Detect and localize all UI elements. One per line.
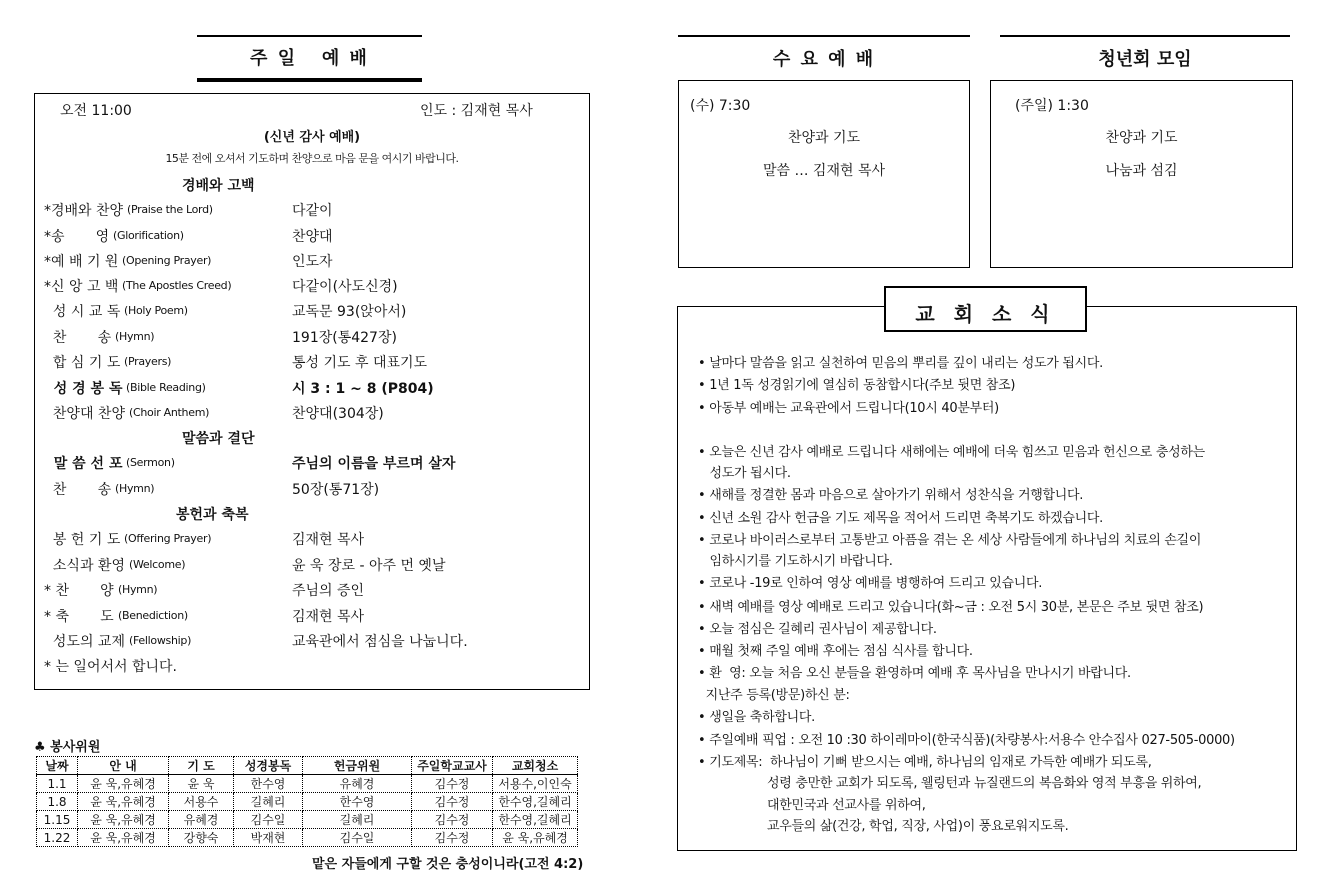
- service-row: [37, 811, 578, 829]
- service-cell: 한수영,길혜리: [493, 811, 578, 829]
- service-cell: 윤 욱,유혜경: [493, 829, 578, 847]
- order-item-name: * 찬 양: [44, 583, 114, 599]
- sunday-footnote: * 는 일어서서 합니다.: [44, 659, 177, 675]
- order-item-english: (Welcome): [129, 558, 186, 571]
- order-item-name: 찬 송: [44, 482, 112, 498]
- order-item-value: 교독문 93(앉아서): [292, 304, 407, 320]
- order-item-value: 김재현 목사: [292, 532, 365, 548]
- service-table: [36, 756, 578, 847]
- sunday-title-bottom-rule: [197, 78, 422, 82]
- order-item-value: 찬양대(304장): [292, 406, 384, 422]
- service-header-teacher: 주일학교교사: [412, 757, 493, 775]
- news-item: • 오늘은 신년 감사 예배로 드립니다 새해에는 예배에 더욱 힘쓰고 믿음과 헌신으로 충성하는: [698, 445, 1205, 460]
- service-cell: 김수정: [412, 811, 493, 829]
- wednesday-title-rule: [678, 35, 970, 37]
- wednesday-line2: 말씀 … 김재현 목사: [762, 163, 886, 179]
- order-item-value: 다같이(사도신경): [292, 279, 398, 295]
- service-row: [37, 775, 578, 793]
- news-item: • 새해를 정결한 몸과 마음으로 살아가기 위해서 성찬식을 거행합니다.: [698, 488, 1084, 503]
- order-item-name: 소식과 환영: [44, 558, 125, 574]
- order-item-name: 찬 송: [44, 330, 112, 346]
- news-item: • 주일예배 픽업 : 오전 10 :30 하이레마이(한국식품)(차량봉사:서용수 안수집사 027-505-0000): [698, 733, 1235, 748]
- order-item-value: 찬양대: [292, 229, 333, 245]
- order-item-english: (Opening Prayer): [122, 254, 212, 267]
- order-item-name: 성도의 교제: [44, 634, 125, 650]
- news-item: • 아동부 예배는 교육관에서 드립니다(10시 40분부터): [698, 401, 999, 416]
- order-item-value: 주님의 이름을 부르며 살자: [292, 456, 456, 472]
- order-item-name: 합 심 기 도: [44, 355, 121, 371]
- news-item: • 신년 소원 감사 헌금을 기도 제목을 적어서 드리면 축복기도 하겠습니다.: [698, 511, 1104, 526]
- order-item-english: (Sermon): [126, 456, 175, 469]
- service-cell: 김수정: [412, 829, 493, 847]
- service-cell: 1.1: [37, 775, 78, 793]
- order-item-value: 191장(통427장): [292, 330, 397, 346]
- news-item: • 코로나 -19로 인하여 영상 예배를 병행하여 드리고 있습니다.: [698, 576, 1043, 591]
- service-cell: 박재현: [234, 829, 303, 847]
- service-cell: 서용수,이인숙: [493, 775, 578, 793]
- service-cell: 김수정: [412, 793, 493, 811]
- order-item-name: *신 앙 고 백: [44, 279, 119, 295]
- order-item-value: 통성 기도 후 대표기도: [292, 355, 428, 371]
- order-item-english: (Fellowship): [129, 634, 192, 647]
- service-cell: 강향숙: [169, 829, 234, 847]
- order-item-english: (The Apostles Creed): [122, 279, 232, 292]
- service-cell: 김수일: [303, 829, 412, 847]
- service-cell: 길혜리: [303, 811, 412, 829]
- youth-title-rule: [1000, 35, 1290, 37]
- order-item-name: 찬양대 찬양: [44, 406, 125, 422]
- news-item: • 환 영: 오늘 처음 오신 분들을 환영하며 예배 후 목사님을 만나시기 바랍니다.: [698, 666, 1131, 681]
- order-item-value: 김재현 목사: [292, 609, 365, 625]
- service-cell: 윤 욱,유혜경: [78, 775, 169, 793]
- youth-title: 청년회 모임: [1098, 49, 1192, 70]
- service-cell: 길혜리: [234, 793, 303, 811]
- service-cell: 한수영,길혜리: [493, 793, 578, 811]
- wednesday-line1: 찬양과 기도: [787, 130, 861, 146]
- service-cell: 윤 욱: [169, 775, 234, 793]
- wednesday-title: 수 요 예 배: [772, 49, 876, 70]
- service-cell: 1.8: [37, 793, 78, 811]
- news-item: • 생일을 축하합니다.: [698, 710, 815, 725]
- order-item-english: (Holy Poem): [124, 304, 188, 317]
- wednesday-time: (수) 7:30: [690, 98, 751, 114]
- service-cell: 한수영: [234, 775, 303, 793]
- order-item-english: (Hymn): [118, 583, 158, 596]
- service-header-date: 날짜: [37, 757, 78, 775]
- service-cell: 김수정: [412, 775, 493, 793]
- sunday-title-top-rule: [197, 35, 422, 37]
- news-item: 성령 충만한 교회가 되도록, 웰링턴과 뉴질랜드의 복음화와 영적 부흥을 위하여,: [698, 776, 1202, 791]
- youth-line2: 나눔과 섬김: [1105, 163, 1178, 179]
- order-item-value: 교육관에서 점심을 나눕니다.: [292, 634, 468, 650]
- order-item-name: 말 씀 선 포: [44, 456, 123, 472]
- sunday-subtitle: (신년 감사 예배): [263, 130, 361, 145]
- order-item-name: * 축 도: [44, 609, 114, 625]
- news-item: • 코로나 바이러스로부터 고통받고 아픔을 겪는 온 세상 사람들에게 하나님의 치료의 손길이: [698, 533, 1202, 548]
- order-item-english: (Choir Anthem): [129, 406, 210, 419]
- section-word-decision: 말씀과 결단: [182, 431, 255, 447]
- service-cell: 유혜경: [303, 775, 412, 793]
- service-header-guide: 안 내: [78, 757, 169, 775]
- sunday-time: 오전 11:00: [60, 103, 132, 119]
- service-cell: 윤 욱,유혜경: [78, 793, 169, 811]
- news-item: • 날마다 말씀을 읽고 실천하여 믿음의 뿌리를 깊이 내리는 성도가 됩시다.: [698, 356, 1104, 371]
- order-item-english: (Offering Prayer): [124, 532, 212, 545]
- order-item-english: (Glorification): [113, 229, 184, 242]
- service-header-reading: 성경봉독: [234, 757, 303, 775]
- order-item-english: (Benediction): [118, 609, 188, 622]
- news-item: 임하시기를 기도하시기 바랍니다.: [698, 554, 893, 569]
- service-row: [37, 829, 578, 847]
- order-item-value: 인도자: [292, 254, 333, 270]
- order-item-value: 다같이: [292, 203, 333, 219]
- section-offering-blessing: 봉헌과 축복: [176, 507, 249, 523]
- service-cell: 1.15: [37, 811, 78, 829]
- order-item-english: (Prayers): [124, 355, 172, 368]
- sunday-leader: 인도 : 김재현 목사: [420, 103, 533, 119]
- order-item-english: (Praise the Lord): [127, 203, 213, 216]
- service-cell: 1.22: [37, 829, 78, 847]
- service-cell: 유혜경: [169, 811, 234, 829]
- news-title: 교 회 소 식: [915, 302, 1056, 326]
- order-item-value: 시 3 : 1 ~ 8 (P804): [292, 381, 434, 397]
- service-header-row: [37, 757, 578, 775]
- service-cell: 윤 욱,유혜경: [78, 829, 169, 847]
- news-item: 교우들의 삶(건강, 학업, 직장, 사업)이 풍요로워지도록.: [698, 819, 1069, 834]
- service-row: [37, 793, 578, 811]
- youth-time: (주일) 1:30: [1015, 98, 1089, 114]
- section-worship-confession: 경배와 고백: [182, 178, 255, 194]
- news-item: • 1년 1독 성경읽기에 열심히 동참합시다(주보 뒷면 참조): [698, 378, 1016, 393]
- order-item-name: *경배와 찬양: [44, 203, 124, 219]
- news-item: 성도가 됩시다.: [698, 466, 791, 481]
- service-title: ♣ 봉사위원: [34, 740, 101, 755]
- news-item: • 매월 첫째 주일 예배 후에는 점심 식사를 합니다.: [698, 644, 973, 659]
- order-item-name: 봉 헌 기 도: [44, 532, 121, 548]
- news-item: • 기도제목: 하나님이 기뻐 받으시는 예배, 하나님의 임재로 가득한 예배가 되도록,: [698, 755, 1152, 770]
- service-cell: 윤 욱,유혜경: [78, 811, 169, 829]
- youth-line1: 찬양과 기도: [1105, 130, 1178, 146]
- service-header-cleaning: 교회청소: [493, 757, 578, 775]
- service-cell: 한수영: [303, 793, 412, 811]
- news-item: • 새벽 예배를 영상 예배로 드리고 있습니다(화~금 : 오전 5시 30분, 본문은 주보 뒷면 참조): [698, 600, 1204, 615]
- order-item-english: (Hymn): [115, 482, 155, 495]
- service-header-prayer: 기 도: [169, 757, 234, 775]
- order-item-name: *송 영: [44, 229, 110, 245]
- news-item: 지난주 등록(방문)하신 분:: [698, 688, 850, 703]
- order-item-value: 윤 욱 장로 - 아주 먼 옛날: [292, 558, 446, 574]
- order-item-value: 50장(통71장): [292, 482, 380, 498]
- service-header-offering: 헌금위원: [303, 757, 412, 775]
- service-cell: 서용수: [169, 793, 234, 811]
- order-item-english: (Hymn): [115, 330, 155, 343]
- order-item-english: (Bible Reading): [126, 381, 206, 394]
- sunday-title: 주 일 예 배: [250, 48, 369, 69]
- order-item-value: 주님의 증인: [292, 583, 365, 599]
- order-item-name: 성 경 봉 독: [44, 381, 123, 397]
- sunday-notice: 15분 전에 오셔서 기도하며 찬양으로 마음 문을 여시기 바랍니다.: [165, 152, 459, 165]
- order-item-name: 성 시 교 독: [44, 304, 121, 320]
- order-item-name: *예 배 기 원: [44, 254, 119, 270]
- news-item: 대한민국과 선교사를 위하여,: [698, 798, 926, 813]
- service-verse: 맡은 자들에게 구할 것은 충성이니라(고전 4:2): [312, 857, 584, 872]
- news-item: • 오늘 점심은 길혜리 권사님이 제공합니다.: [698, 622, 937, 637]
- service-cell: 김수일: [234, 811, 303, 829]
